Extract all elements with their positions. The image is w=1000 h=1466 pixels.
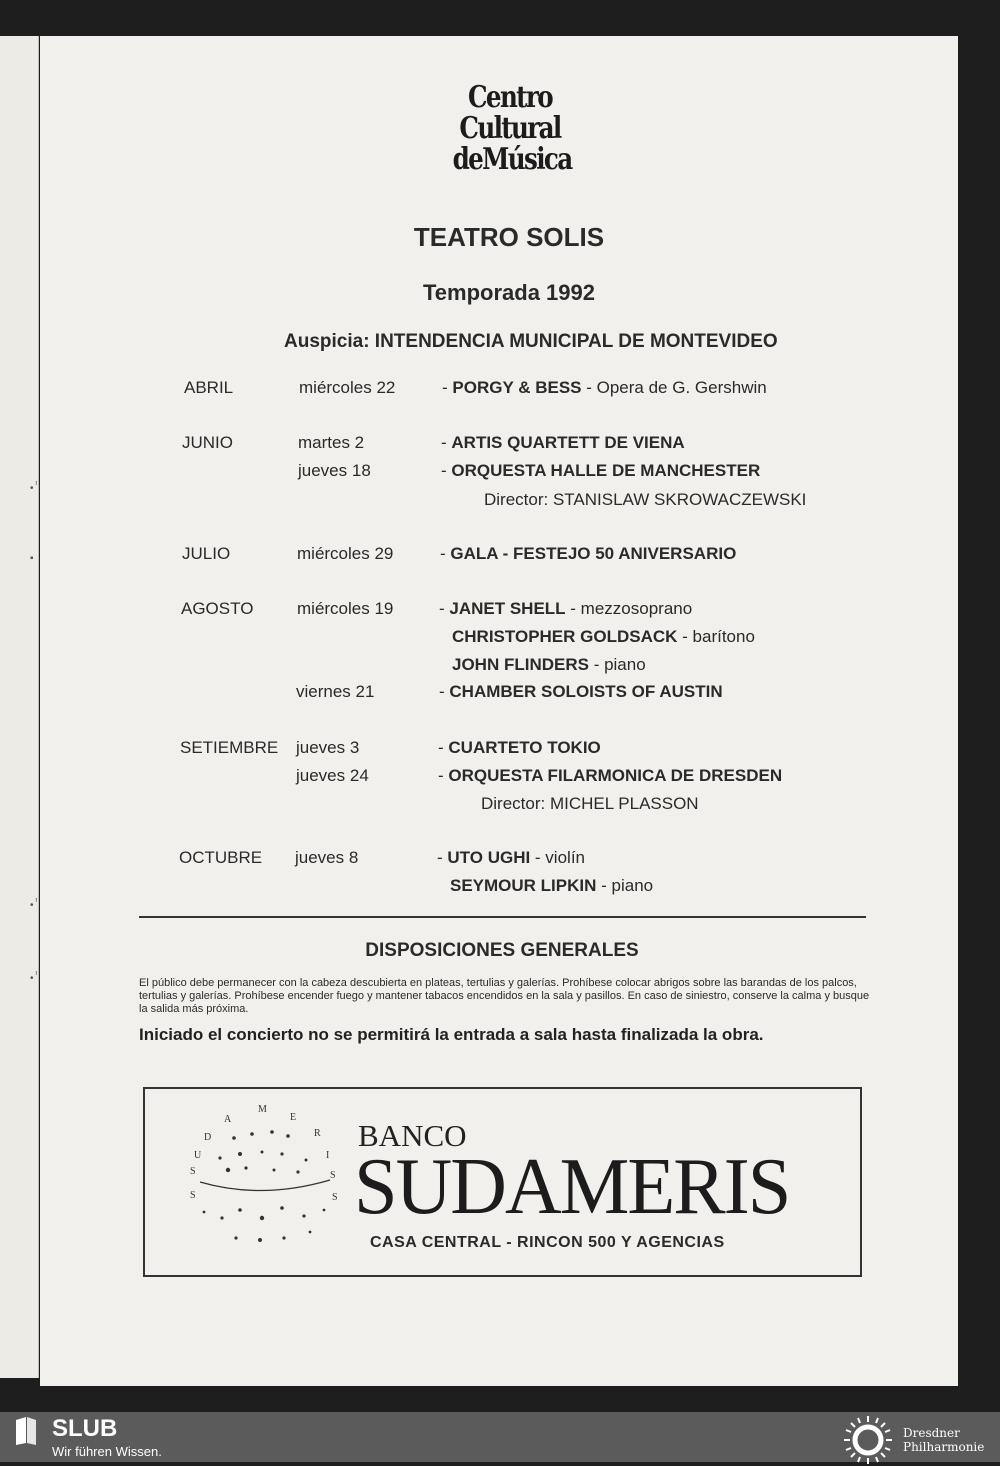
svg-text:D: D: [204, 1132, 212, 1143]
performer-line: SEYMOUR LIPKIN - piano: [450, 876, 654, 895]
svg-text:I: I: [326, 1150, 330, 1161]
concert-date: miércoles 22: [299, 378, 396, 397]
centro-cultural-logo: Centro Cultural deMúsica: [452, 80, 572, 177]
svg-text:S: S: [190, 1190, 196, 1201]
disposiciones-notice: Iniciado el concierto no se permitirá la entrada a sala hasta finalizada la obra.: [139, 1025, 764, 1044]
bank-prefix: BANCO: [358, 1118, 467, 1153]
svg-text:S: S: [332, 1192, 338, 1203]
sponsor-line: Auspicia: INTENDENCIA MUNICIPAL DE MONTEVIDEO: [284, 331, 778, 352]
svg-text:U: U: [194, 1150, 202, 1161]
disposiciones-title: DISPOSICIONES GENERALES: [365, 940, 639, 961]
book-icon: [14, 1416, 38, 1446]
svg-text:E: E: [290, 1112, 297, 1123]
performer-line: CHRISTOPHER GOLDSACK - barítono: [452, 627, 755, 646]
concert-program: - CHAMBER SOLOISTS OF AUSTIN: [439, 682, 723, 701]
section-divider: [139, 916, 866, 918]
slub-logo-text: SLUB: [52, 1415, 118, 1442]
concert-date: viernes 21: [296, 682, 375, 701]
concert-program: - UTO UGHI - violín: [437, 848, 585, 867]
digitization-footer: [0, 1412, 1000, 1462]
svg-text:S: S: [190, 1166, 196, 1177]
concert-date: miércoles 29: [297, 544, 394, 563]
concert-date: miércoles 19: [297, 599, 394, 618]
svg-text:SUDAMERIS: SUDAMERIS: [182, 1100, 188, 1101]
concert-program: - GALA - FESTEJO 50 ANIVERSARIO: [440, 544, 737, 563]
sudameris-seal-logo: [182, 1100, 342, 1250]
binding-mark: ▪: [30, 553, 34, 564]
month-label: OCTUBRE: [179, 848, 263, 867]
svg-text:A: A: [224, 1114, 232, 1125]
concert-program: - ORQUESTA FILARMONICA DE DRESDEN: [438, 766, 783, 785]
month-label: JULIO: [182, 544, 231, 563]
concert-date: jueves 8: [295, 848, 359, 867]
concert-program: - ARTIS QUARTETT DE VIENA: [441, 433, 685, 452]
director-line: Director: STANISLAW SKROWACZEWSKI: [484, 490, 807, 509]
concert-program: - ORQUESTA HALLE DE MANCHESTER: [441, 461, 761, 480]
concert-date: jueves 24: [296, 766, 369, 785]
svg-text:R: R: [314, 1128, 321, 1139]
month-label: JUNIO: [182, 433, 233, 452]
concert-program: - JANET SHELL - mezzosoprano: [439, 599, 693, 618]
disposiciones-text: El público debe permanecer con la cabeza descubierta en plateas, tertulias y galerías. Prohíbese colocar abrigos sobre las barandas de los palcos, tertulias y galerías. Prohíbese encender fuego y mantener tabacos encendidos en la sala y pasillos. En caso de siniestro, conserve la calma y busque la salida más próxima.: [139, 977, 870, 1015]
philharmonie-logo-text: Dresdner Philharmonie: [903, 1426, 985, 1454]
concert-program: - CUARTETO TOKIO: [438, 738, 601, 757]
month-label: ABRIL: [184, 378, 234, 397]
concert-date: jueves 18: [298, 461, 371, 480]
venue-title: TEATRO SOLIS: [413, 222, 605, 252]
bank-address: CASA CENTRAL - RINCON 500 Y AGENCIAS: [370, 1234, 725, 1251]
svg-text:M: M: [258, 1104, 267, 1115]
concert-date: martes 2: [298, 433, 365, 452]
performer-line: JOHN FLINDERS - piano: [452, 655, 646, 674]
season-title: Temporada 1992: [422, 280, 595, 305]
svg-text:S: S: [330, 1170, 336, 1181]
concert-program: - PORGY & BESS - Opera de G. Gershwin: [442, 378, 767, 397]
month-label: AGOSTO: [181, 599, 254, 618]
bank-name: SUDAMERIS: [354, 1143, 790, 1231]
concert-date: jueves 3: [296, 738, 360, 757]
philharmonie-logo-icon: [842, 1414, 894, 1466]
director-line: Director: MICHEL PLASSON: [481, 794, 699, 813]
month-label: SETIEMBRE: [180, 738, 279, 757]
slub-tagline: Wir führen Wissen.: [52, 1444, 162, 1459]
